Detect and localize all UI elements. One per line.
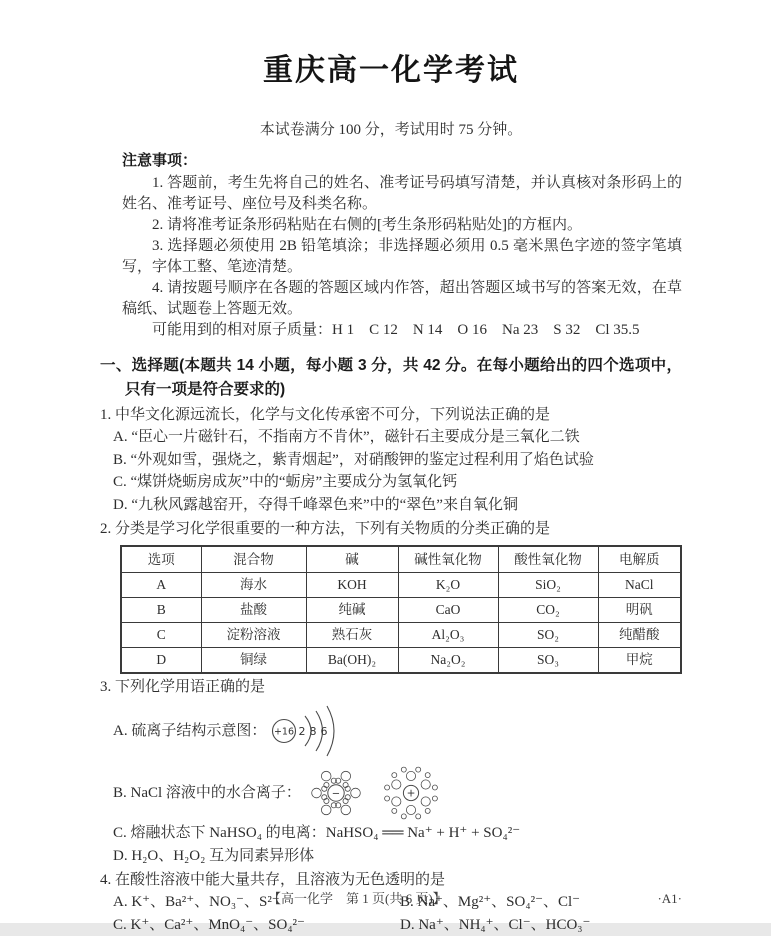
question-3	[100, 676, 682, 867]
cell: 纯醋酸	[598, 623, 681, 648]
cell: KOH	[306, 573, 398, 598]
cell: CO₂	[498, 598, 598, 623]
notice-section	[122, 149, 682, 341]
hydrated-anion-diagram	[305, 764, 369, 822]
cell: SiO₂	[498, 573, 598, 598]
cell: 明矾	[598, 598, 681, 623]
section-heading: 一、选择题(本题共 14 小题，每小题 3 分，共 42 分。在每小题给出的四个选项中，只有一项是符合要求的)	[100, 354, 682, 402]
table-row	[121, 648, 681, 674]
anion-sign: −	[332, 789, 340, 800]
col-header: 选项	[121, 546, 201, 573]
q1-option-a: A. “臣心一片磁针石，不指南方不肯休”，磁针石主要成分是三氧化二铁	[113, 426, 682, 449]
cell: B	[121, 598, 201, 623]
shell-electron-count: 6	[321, 725, 328, 738]
atomic-masses-line: 可能用到的相对原子质量：H 1 C 12 N 14 O 16 Na 23 S 32 Cl 35.5	[122, 320, 682, 341]
cation-sign: +	[407, 787, 416, 799]
cell: SO₂	[498, 623, 598, 648]
electron-shell-arc	[327, 706, 334, 756]
cell: D	[121, 648, 201, 674]
q1-option-b: B. “外观如雪，强烧之，紫青烟起”，对硝酸钾的鉴定过程利用了焰色试验	[113, 449, 682, 472]
cell: K₂O	[398, 573, 498, 598]
q3-option-b-label: B. NaCl 溶液中的水合离子：	[113, 782, 301, 805]
notice-heading: 注意事项：	[122, 149, 682, 173]
q1-option-c: C. “煤饼烧蛎房成灰”中的“蛎房”主要成分为氢氧化钙	[113, 471, 682, 494]
question-3-options	[113, 698, 682, 867]
table-row	[121, 573, 681, 598]
col-header: 电解质	[598, 546, 681, 573]
q1-option-d: D. “九秋风露越窑开，夺得千峰翠色来”中的“翠色”来自氧化铜	[113, 494, 682, 517]
page-footer	[100, 888, 682, 909]
question-1	[100, 404, 682, 516]
col-header: 碱性氧化物	[398, 546, 498, 573]
cell: SO₃	[498, 648, 598, 674]
cell: 铜绿	[201, 648, 306, 674]
cell: C	[121, 623, 201, 648]
question-2	[100, 518, 682, 674]
q4-option-b: B. Na⁺、Mg²⁺、SO₄²⁻、Cl⁻	[400, 891, 682, 914]
cell: 甲烷	[598, 648, 681, 674]
q4-option-c: C. K⁺、Ca²⁺、MnO₄⁻、SO₄²⁻	[113, 914, 400, 936]
exam-info-line: 本试卷满分 100 分，考试用时 75 分钟。	[100, 120, 682, 141]
question-1-options	[113, 426, 682, 516]
cell: Na₂O₂	[398, 648, 498, 674]
q4-option-a: A. K⁺、Ba²⁺、NO₃⁻、S²⁻	[113, 891, 400, 914]
shell-electron-count: 2	[299, 725, 306, 738]
q4-option-d: D. Na⁺、NH₄⁺、Cl⁻、HCO₃⁻	[400, 914, 682, 936]
q3-option-a	[113, 698, 682, 764]
notice-item-3: 3. 选择题必须使用 2B 铅笔填涂；非选择题必须用 0.5 毫米黑色字迹的签字笔填写，字体工整、笔迹清楚。	[122, 236, 682, 278]
cell: NaCl	[598, 573, 681, 598]
q3-option-d: D. H₂O、H₂O₂ 互为同素异形体	[113, 845, 682, 868]
cell: Al₂O₃	[398, 623, 498, 648]
cell: Ba(OH)₂	[306, 648, 398, 674]
col-header: 酸性氧化物	[498, 546, 598, 573]
col-header: 碱	[306, 546, 398, 573]
q3-option-c: C. 熔融状态下 NaHSO₄ 的电离：NaHSO₄ ══ Na⁺ + H⁺ + SO₄²⁻	[113, 822, 682, 845]
footer-page-label: 【高一化学 第 1 页(共 6 页)】	[268, 888, 446, 909]
question-1-stem: 1. 中华文化源远流长，化学与文化传承密不可分，下列说法正确的是	[100, 404, 682, 426]
nucleus-charge: +16	[274, 727, 294, 738]
table-row	[121, 623, 681, 648]
question-4-stem: 4. 在酸性溶液中能大量共存，且溶液为无色透明的是	[100, 869, 682, 891]
col-header: 混合物	[201, 546, 306, 573]
notice-item-1: 1. 答题前，考生先将自己的姓名、准考证号码填写清楚，并认真核对条形码上的姓名、准考证号、座位号及科类名称。	[122, 173, 682, 215]
shell-electron-count: 8	[310, 725, 317, 738]
cell: CaO	[398, 598, 498, 623]
cell: A	[121, 573, 201, 598]
sulfur-ion-structure-diagram	[270, 698, 348, 764]
cell: 纯碱	[306, 598, 398, 623]
cell: 盐酸	[201, 598, 306, 623]
notice-item-2: 2. 请将准考证条形码粘贴在右侧的[考生条形码粘贴处]的方框内。	[122, 215, 682, 236]
q3-option-b	[113, 764, 682, 822]
cell: 熟石灰	[306, 623, 398, 648]
page-title: 重庆高一化学考试	[100, 52, 682, 90]
question-2-stem: 2. 分类是学习化学很重要的一种方法，下列有关物质的分类正确的是	[100, 518, 682, 540]
q3-option-a-label: A. 硫离子结构示意图：	[113, 720, 266, 743]
notice-item-4: 4. 请按题号顺序在各题的答题区域内作答，超出答题区域书写的答案无效，在草稿纸、试题卷上答题无效。	[122, 278, 682, 320]
cell: 海水	[201, 573, 306, 598]
table-header-row	[121, 546, 681, 573]
footer-version-label: ·A1·	[657, 888, 682, 909]
question-3-stem: 3. 下列化学用语正确的是	[100, 676, 682, 698]
table-row	[121, 598, 681, 623]
hydrated-cation-diagram	[381, 764, 443, 822]
classification-table	[120, 545, 682, 674]
cell: 淀粉溶液	[201, 623, 306, 648]
